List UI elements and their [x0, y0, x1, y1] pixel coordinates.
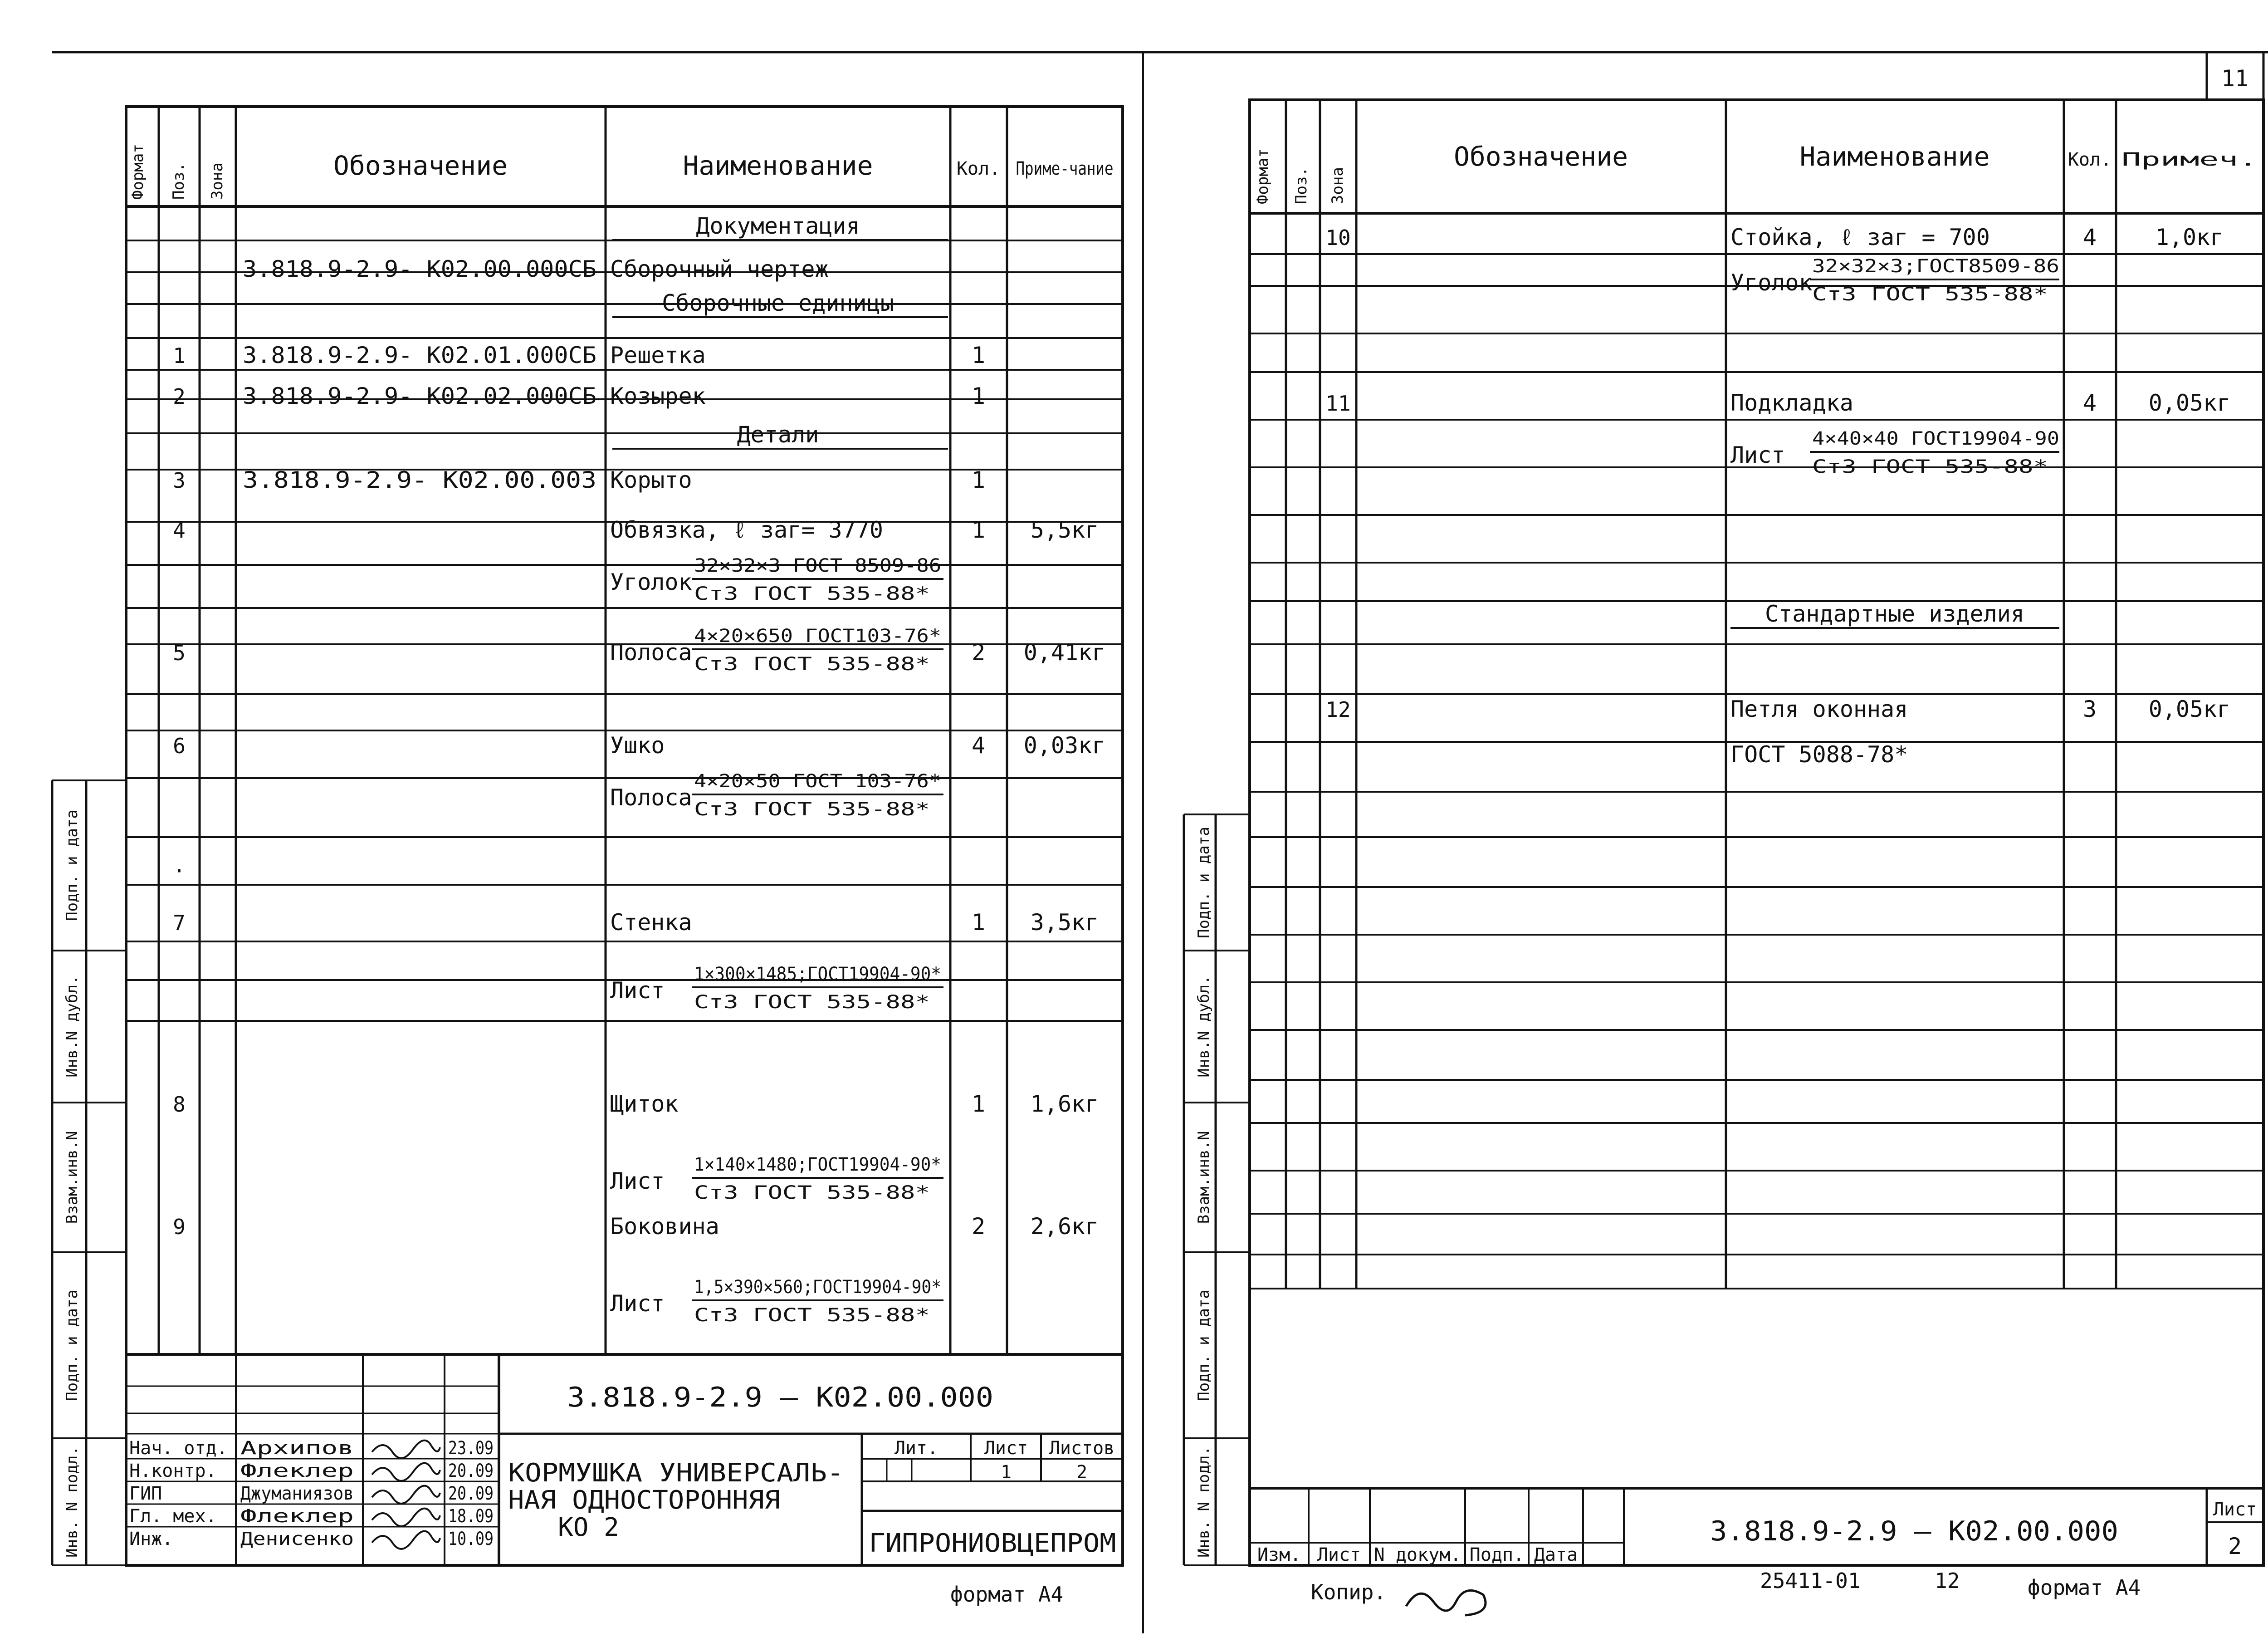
sheet1-row-qty: 2	[971, 639, 986, 666]
sheet1-row-pos: 6	[173, 734, 186, 758]
sheet1-row-name: Лист	[610, 977, 665, 1004]
sheet2-section-heading: Стандартные изделия	[1765, 601, 2024, 627]
sheet1-row-note: 5,5кг	[1030, 517, 1099, 543]
sheet1-row-frac-top: 4×20×650 ГОСТ103-76*	[694, 626, 941, 647]
signature-scribble	[372, 1463, 440, 1481]
sheet2-side-label: Подп. и дата	[1195, 1289, 1213, 1401]
sheet2-stamp-col-label: Лист	[1317, 1544, 1361, 1565]
sheet1-row-name: Сборочный чертеж	[610, 256, 829, 282]
sheet2-page-number: 11	[2221, 65, 2249, 92]
sheet1-section-heading: Документация	[696, 213, 860, 239]
sheet1-row-qty: 4	[971, 732, 986, 759]
sheet1-row-qty: 1	[971, 909, 986, 936]
sheet2-footer-page: 12	[1935, 1569, 1960, 1593]
sheet1-name: Флеклер	[240, 1461, 354, 1481]
sheet1-side-label: Взам.инв.N	[63, 1131, 81, 1224]
sheet1-row-name: Решетка	[610, 342, 706, 368]
sheet2-header-pos: Поз.	[1292, 167, 1310, 204]
sheet1-row-name: Уголок	[610, 569, 692, 595]
sheet1-name: Денисенко	[240, 1529, 354, 1549]
sheet2-format-note: формат А4	[2028, 1575, 2141, 1600]
sheet1-row-pos: 7	[173, 911, 186, 935]
sheet2-stamp-col-label: Дата	[1534, 1544, 1578, 1565]
sheet2-header-zone: Зона	[1329, 167, 1347, 204]
sheet2-row-qty: 3	[2082, 696, 2097, 722]
sheet2-doc-code: 3.818.9-2.9 — К02.00.000	[1710, 1515, 2118, 1547]
sheet1-row-name: Стенка	[610, 909, 692, 936]
sheet1-side-label: Подп. и дата	[63, 1289, 81, 1401]
sheet1-row-designation: 3.818.9-2.9- К02.00.003	[243, 467, 596, 493]
sheet2-row-name: Петля оконная	[1730, 696, 1908, 722]
sheet2-row-pos: 11	[1325, 391, 1351, 416]
sheet2-row-name: Стойка, ℓ заг = 700	[1730, 224, 1990, 250]
sheet2-stamp-col-label: Изм.	[1257, 1544, 1301, 1565]
sheet1-row-name: Лист	[610, 1290, 665, 1317]
sheet2-stamp-col-label: Подп.	[1469, 1544, 1525, 1565]
signature-scribble	[372, 1509, 440, 1526]
sheet1-role: Инж.	[129, 1529, 173, 1549]
sheet2-row-name: Уголок	[1730, 270, 1813, 296]
sheet1-row-name: Обвязка, ℓ заг= 3770	[610, 517, 883, 543]
sheet1-header-qty: Кол.	[956, 158, 1001, 179]
sheet1-date: 10.09	[448, 1529, 494, 1549]
sheet1-row-qty: 1	[971, 342, 986, 368]
sheet1-date: 20.09	[448, 1461, 494, 1481]
sheet1-row-name: Боковина	[610, 1213, 719, 1240]
sheet1-row-pos: 3	[173, 468, 186, 493]
sheet1-row-pos: 9	[173, 1215, 186, 1239]
sheet1-frame	[126, 107, 1123, 1565]
sheet1-row-designation: 3.818.9-2.9- К02.01.000СБ	[243, 342, 596, 368]
signature-scribble	[372, 1441, 440, 1458]
sheet2-header-note: Примеч.	[2121, 149, 2258, 170]
sheet1-row-frac-top: 1×300×1485;ГОСТ19904-90*	[694, 964, 941, 985]
sheet2-row-name: Подкладка	[1730, 390, 1853, 416]
sheet1-header-zone: Зона	[208, 162, 226, 200]
sheet2-row-note: 1,0кг	[2155, 224, 2224, 250]
sheet1-side-label: Инв.N дубл.	[63, 975, 81, 1078]
sheet2-header-qty: Кол.	[2068, 149, 2112, 170]
sheet2-row-name: Лист	[1730, 442, 1785, 468]
sheet2-sheet-label: Лист	[2213, 1499, 2257, 1520]
sheet1-role: ГИП	[129, 1483, 162, 1504]
sheet2-row-frac-bottom: Ст3 ГОСТ 535-88*	[1812, 284, 2048, 305]
sheet1-row-pos: ·	[173, 858, 186, 883]
sheet1-section-heading: Сборочные единицы	[662, 290, 894, 316]
sheet2-header-designation: Обозначение	[1453, 141, 1628, 172]
sheet1-title-line: КОРМУШКА УНИВЕРСАЛЬ-	[508, 1458, 844, 1488]
sheet2-row-note: 0,05кг	[2148, 390, 2231, 416]
sheet1-format-note: формат А4	[950, 1582, 1064, 1607]
sheet1-title-line: НАЯ ОДНОСТОРОННЯЯ	[508, 1485, 780, 1515]
sheet1-row-qty: 1	[971, 1091, 986, 1117]
sheet1-name: Архипов	[240, 1438, 354, 1459]
sheet2-side-label: Подп. и дата	[1195, 827, 1213, 938]
sheet1-row-pos: 4	[173, 518, 186, 543]
sheet1-header-designation: Обозначение	[333, 150, 508, 181]
sheet1-header-pos: Поз.	[170, 162, 188, 200]
sheet1-date: 18.09	[448, 1506, 494, 1527]
sheet2-sheet-value: 2	[2228, 1533, 2242, 1559]
sheet1-row-qty: 1	[971, 383, 986, 409]
sheet2-side-label: Инв. N подл.	[1195, 1446, 1213, 1558]
sheet1-row-pos: 1	[173, 343, 186, 368]
sheet1-row-frac-top: 1,5×390×560;ГОСТ19904-90*	[694, 1277, 941, 1298]
sheet2-frame	[1250, 100, 2263, 1565]
sheet1-row-qty: 2	[971, 1213, 986, 1240]
sheet2-row-pos: 12	[1325, 697, 1351, 722]
sheet1-header-name: Наименование	[683, 150, 873, 181]
sheet2-side-label: Взам.инв.N	[1195, 1131, 1213, 1224]
sheet2-row-name: ГОСТ 5088-78*	[1730, 741, 1908, 768]
sheet1-row-frac-top: 1×140×1480;ГОСТ19904-90*	[694, 1154, 941, 1175]
sheet1-sheets-value: 2	[1076, 1462, 1088, 1483]
sheet1-row-frac-bottom: Ст3 ГОСТ 535-88*	[694, 583, 930, 604]
sheet1-role: Н.контр.	[129, 1461, 217, 1481]
sheet1-row-pos: 2	[173, 384, 186, 409]
sheet1-row-frac-bottom: Ст3 ГОСТ 535-88*	[694, 799, 930, 820]
sheet1-row-qty: 1	[971, 467, 986, 493]
sheet1-row-note: 3,5кг	[1030, 909, 1099, 936]
sheet1-row-frac-top: 4×20×50 ГОСТ 103-76*	[694, 771, 941, 792]
sheet1-row-note: 0,03кг	[1023, 732, 1106, 759]
signature-scribble	[372, 1531, 440, 1549]
sheet2-row-frac-top: 32×32×3;ГОСТ8509-86	[1812, 256, 2059, 277]
sheet1-org: ГИПРОНИОВЦЕПРОМ	[869, 1529, 1116, 1558]
sheet2-row-qty: 4	[2082, 390, 2097, 416]
sheet1-sheet-value: 1	[1000, 1462, 1012, 1483]
sheet1-side-label: Подп. и дата	[63, 809, 81, 921]
sheet1-role: Нач. отд.	[129, 1438, 228, 1459]
sheet1-row-designation: 3.818.9-2.9- К02.02.000СБ	[243, 383, 596, 409]
sheet1-sheets-label: Листов	[1049, 1438, 1115, 1459]
signature-scribble	[372, 1486, 440, 1504]
sheet2-row-frac-top: 4×40×40 ГОСТ19904-90	[1812, 428, 2059, 449]
sheet2-header-name: Наименование	[1799, 141, 1990, 172]
sheet1-row-note: 0,41кг	[1023, 639, 1106, 666]
sheet1-row-frac-bottom: Ст3 ГОСТ 535-88*	[694, 992, 930, 1013]
sheet1-section-heading: Детали	[737, 422, 819, 448]
sheet1-header-format: Формат	[129, 144, 147, 200]
sheet1-row-note: 2,6кг	[1030, 1213, 1099, 1240]
sheet1-row-frac-bottom: Ст3 ГОСТ 535-88*	[694, 1182, 930, 1203]
sheet1-row-designation: 3.818.9-2.9- К02.00.000СБ	[243, 256, 596, 282]
sheet1-date: 23.09	[448, 1438, 494, 1459]
sheet1-doc-code: 3.818.9-2.9 — К02.00.000	[567, 1382, 993, 1413]
sheet1-row-frac-bottom: Ст3 ГОСТ 535-88*	[694, 654, 930, 675]
sheet2-row-pos: 10	[1325, 225, 1351, 250]
sheet2-copy-label: Копир.	[1311, 1580, 1387, 1604]
signature-scribble	[1406, 1590, 1486, 1615]
sheet1-date: 20.09	[448, 1483, 494, 1504]
sheet1-side-label: Инв. N подл.	[63, 1446, 81, 1558]
sheet1-row-name: Ушко	[610, 732, 665, 759]
sheet1-row-name: Полоса	[610, 639, 692, 666]
sheet1-row-frac-top: 32×32×3 ГОСТ 8509-86	[694, 555, 941, 576]
sheet2-row-qty: 4	[2082, 224, 2097, 250]
sheet1-row-name: Щиток	[610, 1091, 679, 1117]
sheet1-row-pos: 5	[173, 641, 186, 665]
sheet1-row-name: Козырек	[610, 383, 706, 409]
sheet2-doc-number: 25411-01	[1760, 1569, 1861, 1593]
sheet1-title-line: КО 2	[558, 1513, 619, 1542]
sheet1-row-frac-bottom: Ст3 ГОСТ 535-88*	[694, 1305, 930, 1326]
sheet1-sheet-label: Лист	[984, 1438, 1028, 1459]
sheet1-row-name: Корыто	[610, 467, 692, 493]
sheet2-row-note: 0,05кг	[2148, 696, 2231, 722]
sheet1-row-note: 1,6кг	[1030, 1091, 1099, 1117]
sheet1-lit-label: Лит.	[894, 1438, 938, 1459]
sheet1-header-note: Приме-чание	[1016, 158, 1114, 179]
sheet2-row-frac-bottom: Ст3 ГОСТ 535-88*	[1812, 456, 2048, 477]
sheet1-row-pos: 8	[173, 1092, 186, 1117]
sheet1-row-name: Лист	[610, 1168, 665, 1194]
sheet2-header-format: Формат	[1254, 148, 1272, 204]
sheet1-name: Джуманиязов	[240, 1483, 354, 1504]
sheet1-row-qty: 1	[971, 517, 986, 543]
sheet2-side-label: Инв.N дубл.	[1195, 975, 1213, 1078]
sheet1-row-name: Полоса	[610, 784, 692, 811]
sheet1-role: Гл. мех.	[129, 1506, 217, 1527]
sheet1-name: Флеклер	[240, 1506, 354, 1527]
sheet2-stamp-col-label: N докум.	[1374, 1544, 1461, 1565]
